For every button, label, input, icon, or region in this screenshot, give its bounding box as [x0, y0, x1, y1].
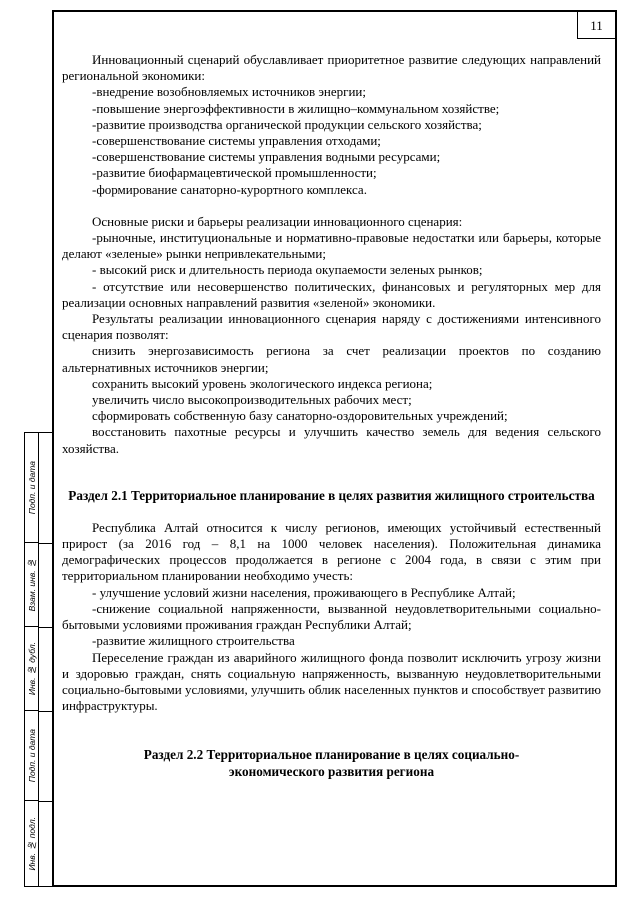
document-body [62, 52, 601, 780]
stamp-cell [25, 543, 38, 627]
risks-intro: Основные риски и барьеры реализации инновационного сценария: [92, 213, 463, 229]
results-intro: Результаты реализации инновационного сценария наряду с достижениями интенсивного сценария позволят: [62, 311, 601, 343]
section-2-1-item: - улучшение условий жизни населения, проживающего в Республике Алтай; [92, 584, 516, 600]
innovation-item: -совершенствование системы управления водными ресурсами; [92, 149, 441, 165]
stamp-cell [25, 801, 38, 887]
risk-item: -рыночные, институциональные и нормативно-правовые недостатки или барьеры, которые делают «зеленые» рынки непривлекательными; [62, 230, 601, 262]
innovation-item: -формирование санаторно-курортного комплекса. [92, 181, 367, 197]
stamp-label: Взам. инв. № [26, 557, 37, 612]
section-2-1-item: -снижение социальной напряженности, вызванной неудовлетворительными социально-бытовыми условиями проживания граждан Республики Алтай; [62, 600, 601, 633]
risk-item: - отсутствие или несовершенство политических, финансовых и регуляторных мер для реализации основных направлений развития «зеленой» экономики. [62, 278, 601, 310]
innovation-item: -повышение энергоэффективности в жилищно–коммунальном хозяйстве; [92, 100, 500, 116]
risk-item: - высокий риск и длительность периода окупаемости зеленых рынков; [92, 262, 483, 278]
stamp-label: Подп. и дата [26, 460, 37, 515]
section-2-1-item: -развитие жилищного строительства [92, 633, 295, 649]
result-item: сформировать собственную базу санаторно-оздоровительных учреждений; [92, 408, 508, 424]
section-2-1-paragraph: Республика Алтай относится к числу регионов, имеющих устойчивый естественный прирост (за 2016 год – 8,1 на 1000 человек населения). Положительная динамика демографических процессов продолжается в регионе с 2004 года, в связи с этим при территориальном планировании необходимо учесть: [62, 519, 601, 584]
result-item: сохранить высокий уровень экологического индекса региона; [92, 375, 433, 391]
innovation-intro: Инновационный сценарий обуславливает приоритетное развитие следующих направлений региональной экономики: [62, 52, 601, 84]
stamp-cell [25, 711, 38, 801]
innovation-item: -внедрение возобновляемых источников энергии; [92, 84, 366, 100]
innovation-item: -совершенствование системы управления отходами; [92, 133, 381, 149]
result-item: снизить энергозависимость региона за счет реализации проектов по созданию альтернативных источников энергии; [62, 343, 601, 375]
page-frame [52, 10, 617, 887]
approval-stamp-column [24, 432, 52, 887]
section-2-1-heading: Раздел 2.1 Территориальное планирование в целях развития жилищного строительства [68, 487, 595, 503]
result-item: восстановить пахотные ресурсы и улучшить качество земель для ведения сельского хозяйства. [62, 424, 601, 456]
section-2-1-paragraph: Переселение граждан из аварийного жилищного фонда позволит исключить угрозу жизни и здоровью граждан, снять социальную напряженность, вызванную неудовлетворительными социально-бытовыми условиями, улучшить облик населенных пунктов и способствует развитию инфраструктуры. [62, 649, 601, 714]
stamp-label: Подп. и дата [26, 728, 37, 783]
stamp-label: Инв. № дубл. [26, 641, 37, 696]
innovation-item: -развитие биофармацевтической промышленности; [92, 165, 377, 181]
stamp-cell [25, 433, 38, 543]
section-2-2-heading: Раздел 2.2 Территориальное планирование в целях социально-экономического развития региона [143, 747, 520, 780]
stamp-cell [25, 627, 38, 711]
innovation-item: -развитие производства органической продукции сельского хозяйства; [92, 116, 482, 132]
result-item: увеличить число высокопроизводительных рабочих мест; [92, 392, 412, 408]
page-number: 11 [577, 12, 615, 39]
stamp-signature-column [38, 433, 52, 886]
stamp-label: Инв. № подл. [26, 817, 37, 871]
